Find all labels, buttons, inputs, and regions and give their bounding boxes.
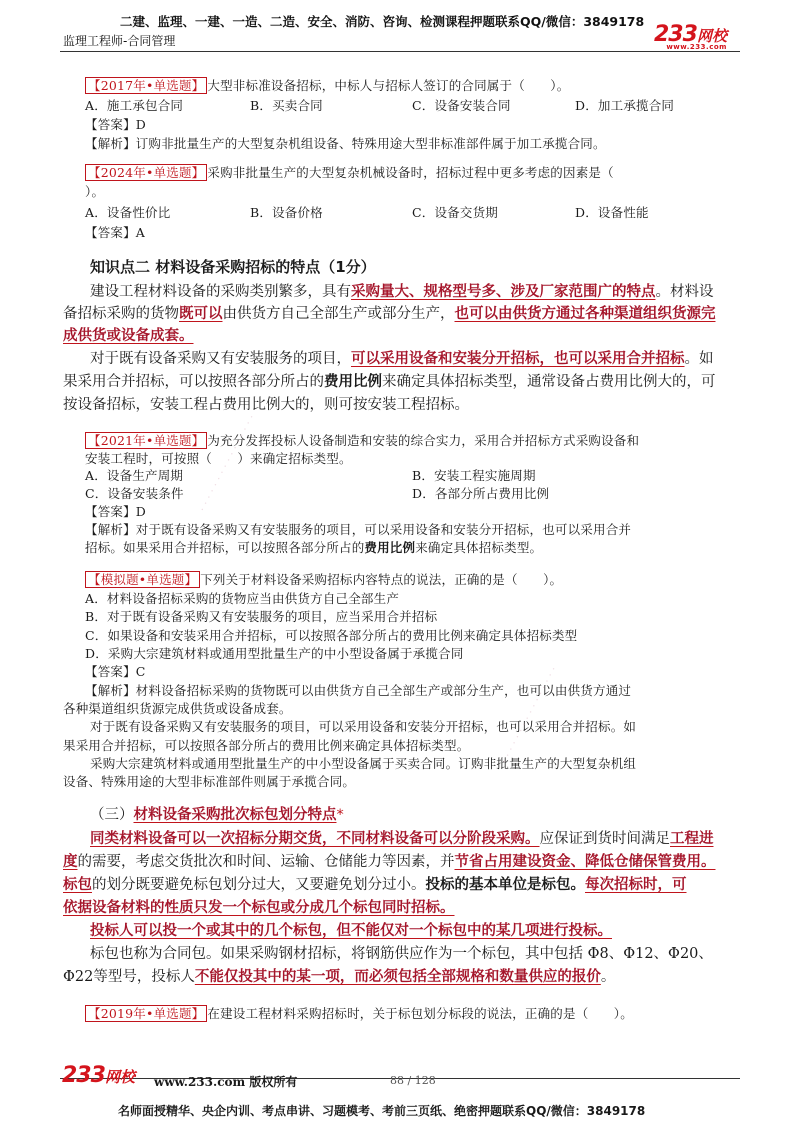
s3-highlight-package: 标包 <box>63 876 92 893</box>
q4-option-c: C．如果设备和安装采用合并招标，可以按照各部分所占的费用比例来确定具体招标类型 <box>85 628 578 643</box>
p2-highlight-bidding: 可以采用设备和安装分开招标，也可以采用合并招标 <box>351 350 685 367</box>
q4-analysis-line6: 设备、特殊用途的大型非标准部件则属于承揽合同。 <box>63 774 356 789</box>
q1-tag: 【2017年•单选题】 <box>85 77 207 94</box>
s3-text-l3b: 的划分既要避免标包划分过大，又要避免划分过小。 <box>92 877 426 893</box>
section3-line5 <box>90 919 612 940</box>
section2-p1-line2 <box>63 302 716 323</box>
q2-option-d: D．设备性能 <box>575 205 649 220</box>
p2-text-a: 对于既有设备采购又有安装服务的项目， <box>90 351 351 367</box>
s3-highlight-progress: 工程进 <box>670 830 714 847</box>
q4-option-b: B．对于既有设备采购又有安装服务的项目，应当采用合并招标 <box>85 609 438 624</box>
p1-text-c: 。材料设 <box>655 284 714 300</box>
q1-stem: 大型非标准设备招标，中标人与招标人签订的合同属于（ ）。 <box>207 78 570 93</box>
section3-line4 <box>63 896 455 917</box>
p2-text-d: 果采用合并招标，可以按照各部分所占的 <box>63 374 324 390</box>
q2-option-b: B．设备价格 <box>250 205 323 220</box>
q4-analysis-line1: 【解析】材料设备招标采购的货物既可以由供货方自己全部生产或部分生产，也可以由供货方通过 <box>85 683 632 698</box>
q3-option-c: C．设备安装条件 <box>85 486 184 501</box>
section2-p2-line2 <box>63 370 716 391</box>
section2-p2-line1 <box>90 347 714 368</box>
q3-stem-cont: 安装工程时，可按照（ ）来确定招标类型。 <box>85 451 352 466</box>
q1-option-c: C．设备安装合同 <box>412 98 511 113</box>
q3-tag: 【2021年•单选题】 <box>85 432 207 449</box>
header-subtitle: 监理工程师-合同管理 <box>63 34 176 48</box>
q4-analysis-line2: 各种渠道组织货源完成供货或设备成套。 <box>63 701 292 716</box>
section2-p1-line1 <box>90 280 714 301</box>
q2-option-a: A．设备性价比 <box>85 205 171 220</box>
p2-text-c: 。如 <box>684 351 714 367</box>
s3-bold-unit: 投标的基本单位是标包。 <box>425 876 585 893</box>
s3-highlight-all-specs: 不能仅投其中的某一项，而必须包括全部规格和数量供应的报价 <box>194 968 601 985</box>
s3-text-l1b: 应保证到货时间满足 <box>539 831 670 847</box>
s3-text-l7a: Φ22等型号，投标人 <box>63 969 195 985</box>
q4-stem: 下列关于材料设备采购招标内容特点的说法，正确的是（ ）。 <box>200 572 563 587</box>
p2-bold-cost-ratio: 费用比例 <box>324 373 382 390</box>
q2-stem-cont: ）。 <box>85 184 105 199</box>
p2-text-f: 来确定具体招标类型，通常设备占费用比例大的，可 <box>382 374 716 390</box>
q1-stem-line <box>85 76 569 94</box>
s3-highlight-degree: 度 <box>63 853 78 870</box>
section3-line2 <box>63 850 716 871</box>
p1-highlight-channels: 也可以由供货方通过各种渠道组织货源完 <box>454 305 716 322</box>
section2-p2-line3: 按设备招标，安装工程占费用比例大的，则可按安装工程招标。 <box>63 397 469 413</box>
footer-logo-text: 网校 <box>104 1068 135 1086</box>
footer-copyright: www.233.com 版权所有 <box>154 1075 298 1089</box>
q5-tag: 【2019年•单选题】 <box>85 1005 207 1022</box>
section3-line6: 标包也称为合同包。如果采购钢材招标，将钢筋供应作为一个标包，其中包括 Φ8、Φ12、Φ20、 <box>90 946 713 962</box>
page-number: 88 / 128 <box>390 1074 436 1087</box>
p1-text-d: 备招标采购的货物 <box>63 306 179 322</box>
logo-number: 233 <box>654 22 697 47</box>
section3-title: 材料设备采购批次标包划分特点 <box>133 807 337 823</box>
section3-heading <box>90 803 344 824</box>
p1-text-f: 由供货方自己全部生产或部分生产， <box>222 306 455 322</box>
q3-answer: 【答案】D <box>85 504 147 519</box>
q4-option-d: D．采购大宗建筑材料或通用型批量生产的中小型设备属于承揽合同 <box>85 646 464 661</box>
q5-stem-line <box>85 1004 633 1022</box>
footer-logo-number: 233 <box>62 1063 105 1088</box>
footer-contact-line: 名师面授精华、央企内训、考点串讲、习题模考、考前三页纸、绝密押题联系QQ/微信：3849178 <box>118 1104 646 1118</box>
q4-answer: 【答案】C <box>85 664 146 679</box>
header-contact-line: 二建、监理、一建、一造、二造、安全、消防、咨询、检测课程押题联系QQ/微信：3849178 <box>120 14 645 29</box>
q5-stem: 在建设工程材料采购招标时，关于标包划分标段的说法，正确的是（ ）。 <box>207 1006 633 1021</box>
q2-option-c: C．设备交货期 <box>412 205 498 220</box>
section2-title: 知识点二 材料设备采购招标的特点（1分） <box>90 258 376 276</box>
section2-p1-line3 <box>63 324 194 345</box>
q1-option-b: B．买卖合同 <box>250 98 323 113</box>
q3-analysis-line2 <box>85 538 542 556</box>
q1-answer: 【答案】D <box>85 117 147 132</box>
q3-analysis-b: 招标。如果采用合并招标，可以按照各部分所占的 <box>85 540 365 555</box>
footer-logo <box>62 1063 135 1088</box>
watermark: · · · · · · · · · · · · · · · · <box>196 412 259 515</box>
section3-star: * <box>336 807 344 823</box>
q3-analysis-cost-ratio: 费用比例 <box>364 540 416 555</box>
s3-text-l7c: 。 <box>600 969 616 985</box>
q2-answer: 【答案】A <box>85 225 146 240</box>
section3-line1 <box>90 827 714 848</box>
s3-highlight-bidder: 投标人可以投一个或其中的几个标包，但不能仅对一个标包中的某几项进行投标。 <box>90 922 612 939</box>
section3-line3 <box>63 873 687 894</box>
section3-num: （三） <box>90 807 134 823</box>
q3-analysis-d: 来确定具体招标类型。 <box>415 540 543 555</box>
logo-url: www.233.com <box>666 43 727 51</box>
header-logo <box>654 22 727 51</box>
q1-analysis: 【解析】订购非批量生产的大型复杂机组设备、特殊用途大型非标准部件属于加工承揽合同。 <box>85 136 606 151</box>
s3-highlight-nature: 依据设备材料的性质只发一个标包或分成几个标包同时招标。 <box>63 899 455 916</box>
q1-option-a: A．施工承包合同 <box>85 98 184 113</box>
s3-highlight-batch: 同类材料设备可以一次招标分期交货，不同材料设备可以分阶段采购。 <box>90 830 540 847</box>
q2-tag: 【2024年•单选题】 <box>85 164 207 181</box>
q3-option-a: A．设备生产周期 <box>85 468 184 483</box>
logo-text: 网校 <box>696 27 727 45</box>
s3-text-l2b: 的需要，考虑交货批次和时间、运输、仓储能力等因素，并 <box>77 854 455 870</box>
p1-highlight-complete: 成供货或设备成套。 <box>63 327 194 344</box>
q3-option-d: D．各部分所占费用比例 <box>412 486 550 501</box>
q2-stem: 采购非批量生产的大型复杂机械设备时，招标过程中更多考虑的因素是（ <box>207 165 614 180</box>
p1-highlight-can: 既可以 <box>179 305 223 322</box>
q4-tag: 【模拟题•单选题】 <box>85 571 200 588</box>
p1-highlight-features: 采购量大、规格型号多、涉及厂家范围广的特点 <box>351 283 656 300</box>
p1-text-a: 建设工程材料设备的采购类别繁多，具有 <box>90 284 351 300</box>
q3-stem: 为充分发挥投标人设备制造和安装的综合实力，采用合并招标方式采购设备和 <box>207 433 640 448</box>
q4-analysis-line3: 对于既有设备采购又有安装服务的项目，可以采用设备和安装分开招标，也可以采用合并招标。如 <box>90 719 637 734</box>
header-rule <box>60 51 740 52</box>
s3-highlight-each: 每次招标时，可 <box>585 876 687 893</box>
q3-option-b: B．安装工程实施周期 <box>412 468 536 483</box>
q4-option-a: A．材料设备招标采购的货物应当由供货方自己全部生产 <box>85 591 400 606</box>
q4-analysis-line5: 采购大宗建筑材料或通用型批量生产的中小型设备属于买卖合同。订购非批量生产的大型复杂机组 <box>90 756 637 771</box>
q2-stem-line <box>85 163 614 181</box>
q1-option-d: D．加工承揽合同 <box>575 98 675 113</box>
q3-stem-line <box>85 431 639 449</box>
q3-analysis-line1: 【解析】对于既有设备采购又有安装服务的项目，可以采用设备和安装分开招标，也可以采用合并 <box>85 522 632 537</box>
q4-stem-line <box>85 570 562 588</box>
q4-analysis-line4: 果采用合并招标，可以按照各部分所占的费用比例来确定具体招标类型。 <box>63 738 470 753</box>
section3-line7 <box>63 965 615 986</box>
watermark: · · · · · · · · · · · · · · · · <box>498 664 561 767</box>
s3-highlight-save: 节省占用建设资金、降低仓储保管费用。 <box>454 853 716 870</box>
